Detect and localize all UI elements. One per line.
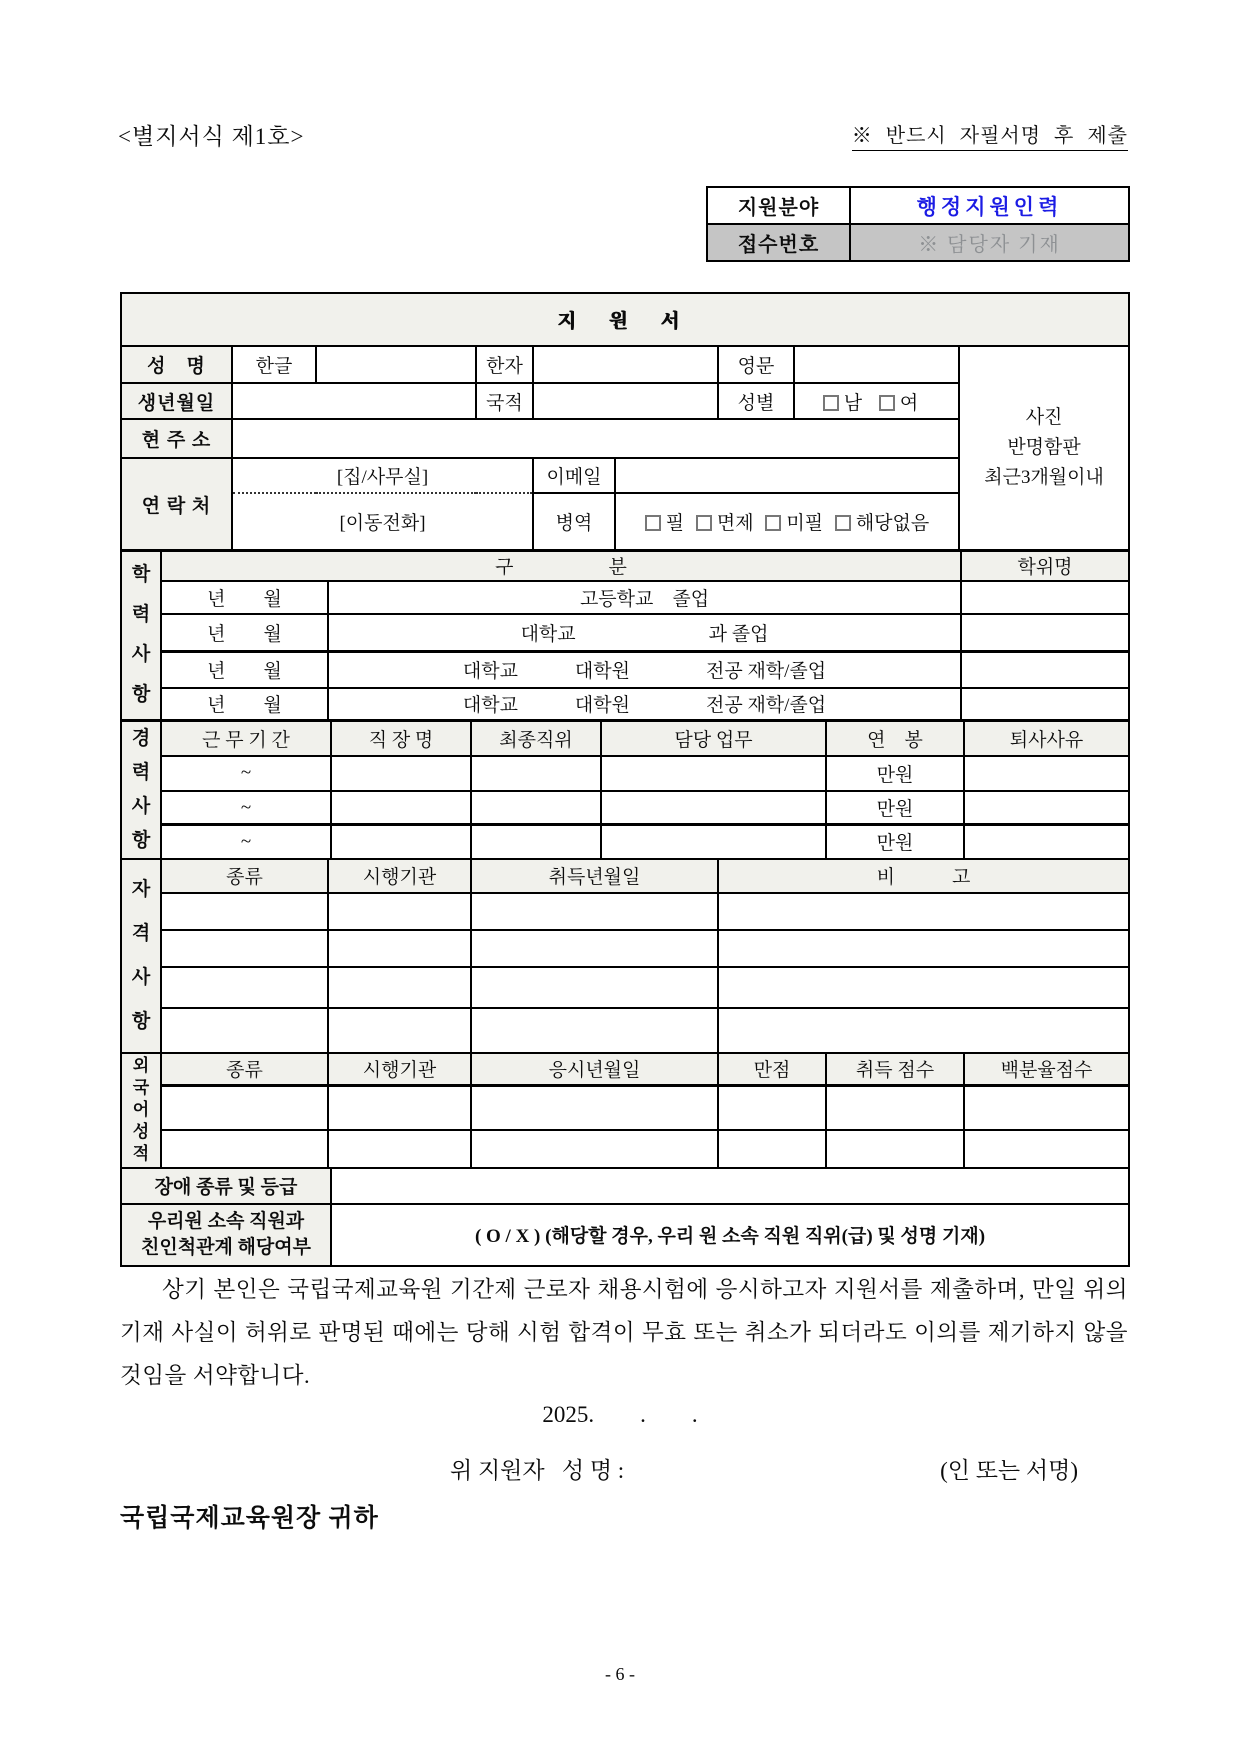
birthdate-input[interactable]	[232, 383, 476, 419]
language-score-header: 취득 점수	[826, 1053, 964, 1086]
language-date-input[interactable]	[471, 1086, 718, 1130]
career-salary-unit[interactable]: 만원	[826, 791, 964, 825]
military-options	[615, 493, 959, 550]
license-section	[120, 858, 1130, 1054]
language-date-input[interactable]	[471, 1130, 718, 1168]
page-number: - 6 -	[605, 1664, 635, 1684]
extra-info-section	[120, 1167, 1130, 1267]
license-type-header: 종류	[161, 859, 328, 893]
license-date-input[interactable]	[471, 930, 718, 967]
gender-options	[794, 383, 959, 419]
application-field-label: 지원분야	[707, 187, 850, 224]
name-english-input[interactable]	[794, 346, 959, 383]
education-section-label: 학력사항	[121, 551, 161, 720]
career-duty-header: 담당 업무	[601, 720, 826, 756]
license-note-input[interactable]	[718, 1008, 1129, 1053]
career-position-header: 최종직위	[471, 720, 601, 756]
career-leave-reason-input[interactable]	[964, 825, 1129, 859]
military-notyet-checkbox[interactable]	[765, 515, 781, 531]
military-na-label: 해당없음	[855, 513, 930, 534]
form-code: <별지서식 제1호>	[118, 124, 305, 149]
disability-input[interactable]	[331, 1168, 1129, 1204]
photo-note-line3: 최근3개월이내	[984, 467, 1104, 488]
career-company-input[interactable]	[331, 825, 471, 859]
career-period-input[interactable]: ~	[161, 791, 331, 825]
date-line[interactable]: 2025. . .	[542, 1402, 698, 1427]
photo-note-line2: 반명함판	[1007, 437, 1081, 458]
license-date-header: 취득년월일	[471, 859, 718, 893]
education-degree-input[interactable]	[961, 652, 1129, 688]
language-type-header: 종류	[161, 1053, 328, 1086]
language-agency-input[interactable]	[328, 1130, 471, 1168]
contact-label: 연 락 처	[121, 458, 232, 550]
career-salary-header: 연 봉	[826, 720, 964, 756]
career-period-input[interactable]: ~	[161, 756, 331, 792]
pledge-paragraph: 상기 본인은 국립국제교육원 기간제 근로자 채용시험에 응시하고자 지원서를 제출하며, 만일 위의 기재 사실이 허위로 판명된 때에는 당해 시험 합격이 무효 또는 취소가 되더라도 이의를 제기하지 않을 것임을 서약합니다.	[120, 1277, 1128, 1388]
license-type-input[interactable]	[161, 967, 328, 1008]
name-english-label: 영문	[718, 346, 794, 383]
license-note-input[interactable]	[718, 893, 1129, 930]
career-section-label: 경력사항	[121, 720, 161, 859]
name-hangul-label: 한글	[232, 346, 316, 383]
mobile-phone-input[interactable]: [이동전화]	[232, 493, 533, 550]
license-date-input[interactable]	[471, 967, 718, 1008]
address-input[interactable]	[232, 419, 959, 458]
license-agency-input[interactable]	[328, 967, 471, 1008]
license-agency-header: 시행기관	[328, 859, 471, 893]
language-maxscore-header: 만점	[718, 1053, 826, 1086]
career-salary-unit[interactable]: 만원	[826, 756, 964, 792]
email-label: 이메일	[533, 458, 615, 493]
language-agency-header: 시행기관	[328, 1053, 471, 1086]
license-agency-input[interactable]	[328, 1008, 471, 1053]
language-score-input[interactable]	[826, 1086, 964, 1130]
career-position-input[interactable]	[471, 756, 601, 792]
name-label: 성 명	[121, 346, 232, 383]
email-input[interactable]	[615, 458, 959, 493]
education-degree-input[interactable]	[961, 581, 1129, 614]
male-label: 남	[843, 392, 863, 414]
relative-label-line2: 친인척관계 해당여부	[141, 1236, 311, 1258]
military-label: 병역	[533, 493, 615, 550]
language-section-label: 외국어성적	[121, 1053, 161, 1168]
seal-or-signature-note: (인 또는 서명)	[940, 1458, 1078, 1483]
education-desc[interactable]: 대학교 과 졸업	[328, 614, 961, 652]
language-percentile-header: 백분율점수	[964, 1053, 1129, 1086]
disability-label: 장애 종류 및 등급	[121, 1168, 331, 1204]
license-agency-input[interactable]	[328, 930, 471, 967]
receipt-number-label: 접수번호	[707, 224, 850, 261]
career-salary-unit[interactable]: 만원	[826, 825, 964, 859]
home-phone-input[interactable]: [집/사무실]	[232, 458, 533, 493]
career-company-header: 직 장 명	[331, 720, 471, 756]
nationality-label: 국적	[476, 383, 533, 419]
career-section	[120, 719, 1130, 860]
relative-label-line1: 우리원 소속 직원과	[147, 1210, 305, 1232]
form-title: 지 원 서	[121, 293, 1129, 346]
license-agency-input[interactable]	[328, 893, 471, 930]
name-hangul-input[interactable]	[316, 346, 476, 383]
language-score-input[interactable]	[826, 1130, 964, 1168]
education-desc[interactable]: 고등학교 졸업	[328, 581, 961, 614]
name-hanja-label: 한자	[476, 346, 533, 383]
military-done-checkbox[interactable]	[645, 515, 661, 531]
language-percentile-input[interactable]	[964, 1130, 1129, 1168]
career-leave-reason-header: 퇴사사유	[964, 720, 1129, 756]
gender-label: 성별	[718, 383, 794, 419]
application-field-table	[706, 186, 1130, 262]
military-exempt-checkbox[interactable]	[696, 515, 712, 531]
career-position-input[interactable]	[471, 791, 601, 825]
receipt-number-value[interactable]: ※ 담당자 기재	[850, 224, 1129, 261]
education-degree-input[interactable]	[961, 614, 1129, 652]
career-period-input[interactable]: ~	[161, 825, 331, 859]
education-degree-input[interactable]	[961, 688, 1129, 720]
education-degree-header: 학위명	[961, 551, 1129, 581]
female-checkbox[interactable]	[879, 395, 895, 411]
address-label: 현 주 소	[121, 419, 232, 458]
relative-label	[121, 1204, 331, 1266]
career-company-input[interactable]	[331, 756, 471, 792]
language-type-input[interactable]	[161, 1086, 328, 1130]
application-form	[120, 292, 1128, 1267]
license-section-label: 자격사항	[121, 859, 161, 1053]
career-duty-input[interactable]	[601, 791, 826, 825]
signer-line	[450, 1452, 1078, 1485]
license-note-header: 비 고	[718, 859, 1129, 893]
photo-box	[959, 346, 1129, 550]
language-maxscore-input[interactable]	[718, 1130, 826, 1168]
career-leave-reason-input[interactable]	[964, 756, 1129, 792]
personal-info-section	[120, 292, 1130, 551]
photo-note-line1: 사진	[1025, 407, 1063, 428]
military-done-label: 필	[665, 513, 685, 534]
language-maxscore-input[interactable]	[718, 1086, 826, 1130]
education-category-header: 구 분	[161, 551, 961, 581]
language-score-section	[120, 1052, 1130, 1169]
career-leave-reason-input[interactable]	[964, 791, 1129, 825]
language-percentile-input[interactable]	[964, 1086, 1129, 1130]
military-notyet-label: 미필	[786, 513, 824, 534]
military-na-checkbox[interactable]	[835, 515, 851, 531]
license-note-input[interactable]	[718, 930, 1129, 967]
relative-input[interactable]: ( O / X ) (해당할 경우, 우리 원 소속 직원 직위(급) 및 성명 기재)	[331, 1204, 1129, 1266]
career-period-header: 근 무 기 간	[161, 720, 331, 756]
name-hanja-input[interactable]	[533, 346, 718, 383]
language-agency-input[interactable]	[328, 1086, 471, 1130]
military-exempt-label: 면제	[716, 513, 754, 534]
license-type-input[interactable]	[161, 893, 328, 930]
application-field-value: 행정지원인력	[850, 187, 1129, 224]
career-position-input[interactable]	[471, 825, 601, 859]
handwritten-signature-notice: ※ 반드시 자필서명 후 제출	[852, 119, 1128, 151]
education-desc[interactable]: 대학교 대학원 전공 재학/졸업	[328, 652, 961, 688]
education-desc[interactable]: 대학교 대학원 전공 재학/졸업	[328, 688, 961, 720]
education-ym[interactable]: 년 월	[161, 614, 328, 652]
language-date-header: 응시년월일	[471, 1053, 718, 1086]
career-duty-input[interactable]	[601, 825, 826, 859]
career-company-input[interactable]	[331, 791, 471, 825]
language-type-input[interactable]	[161, 1130, 328, 1168]
page-header-row	[118, 118, 1128, 151]
career-duty-input[interactable]	[601, 756, 826, 792]
license-date-input[interactable]	[471, 1008, 718, 1053]
birthdate-label: 생년월일	[121, 383, 232, 419]
license-type-input[interactable]	[161, 1008, 328, 1053]
license-date-input[interactable]	[471, 893, 718, 930]
education-ym[interactable]: 년 월	[161, 688, 328, 720]
nationality-input[interactable]	[533, 383, 718, 419]
education-ym[interactable]: 년 월	[161, 652, 328, 688]
education-section	[120, 549, 1130, 721]
license-note-input[interactable]	[718, 967, 1129, 1008]
female-label: 여	[899, 392, 919, 414]
signer-label[interactable]: 위 지원자 성 명 :	[450, 1458, 625, 1483]
recipient: 국립국제교육원장 귀하	[120, 1505, 379, 1532]
education-ym[interactable]: 년 월	[161, 581, 328, 614]
male-checkbox[interactable]	[823, 395, 839, 411]
license-type-input[interactable]	[161, 930, 328, 967]
